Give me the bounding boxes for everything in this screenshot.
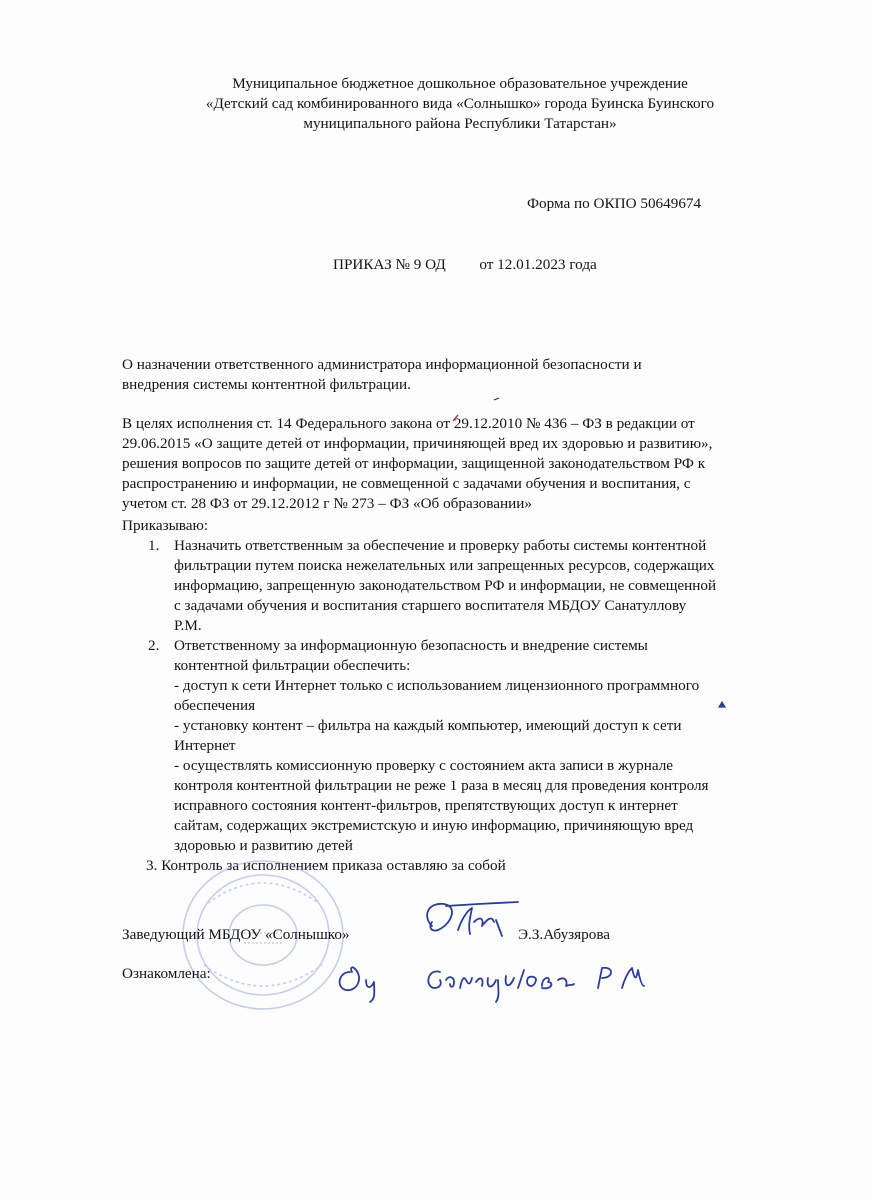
item-line: Ответственному за информационную безопасность и внедрение системы bbox=[174, 637, 648, 654]
header-line-1: Муниципальное бюджетное дошкольное образовательное учреждение bbox=[232, 75, 688, 92]
item-line: - доступ к сети Интернет только с использованием лицензионного программного bbox=[174, 677, 700, 694]
item-line: - осуществлять комиссионную проверку с состоянием акта записи в журнале bbox=[174, 757, 674, 774]
order-number: ПРИКАЗ № 9 ОД bbox=[333, 256, 446, 273]
acknowledgement-signature-icon bbox=[330, 958, 680, 1004]
pen-mark-icon bbox=[452, 414, 460, 422]
item-line: контентной фильтрации обеспечить: bbox=[174, 657, 411, 674]
order-title bbox=[333, 255, 597, 275]
pen-mark-icon bbox=[493, 396, 501, 402]
order-item-1 bbox=[122, 536, 812, 636]
orders-intro: Приказываю: bbox=[122, 517, 209, 534]
item-line: контроля контентной фильтрации не реже 1 раза в месяц для проведения контроля bbox=[174, 777, 709, 794]
head-signature-icon bbox=[418, 896, 528, 946]
item-line: - установку контент – фильтра на каждый компьютер, имеющий доступ к сети bbox=[174, 717, 682, 734]
order-date: от 12.01.2023 года bbox=[479, 256, 597, 273]
item-line: Интернет bbox=[174, 737, 236, 754]
preamble-line: 29.06.2015 «О защите детей от информации, причиняющей вред их здоровью и развитию», bbox=[122, 435, 713, 452]
item-line: фильтрации путем поиска нежелательных или запрещенных ресурсов, содержащих bbox=[174, 557, 715, 574]
order-subject bbox=[122, 355, 782, 395]
head-position: Заведующий МБДОУ «Солнышко» bbox=[122, 926, 350, 943]
item-line: исправного состояния контент-фильтров, препятствующих доступ к интернет bbox=[174, 797, 678, 814]
item-line: информацию, запрещенную законодательством РФ и информации, не совмещенной bbox=[174, 577, 717, 594]
item-line: с задачами обучения и воспитания старшего воспитателя МБДОУ Санатуллову bbox=[174, 597, 687, 614]
header-line-2: «Детский сад комбинированного вида «Солнышко» города Буинска Буинского bbox=[205, 95, 715, 112]
preamble-line: решения вопросов по защите детей от информации, защищенной законодательством РФ к bbox=[122, 455, 706, 472]
okpo-code: Форма по ОКПО 50649674 bbox=[527, 195, 702, 212]
preamble bbox=[122, 414, 802, 514]
subject-line: О назначении ответственного администратора информационной безопасности и bbox=[122, 356, 642, 373]
pen-mark-icon bbox=[717, 700, 727, 710]
order-item-3: 3. Контроль за исполнением приказа оставляю за собой bbox=[146, 857, 506, 874]
item-number: 2. bbox=[148, 637, 160, 654]
preamble-line: В целях исполнения ст. 14 Федерального закона от 29.12.2010 № 436 – ФЗ в редакции от bbox=[122, 415, 695, 432]
item-line: сайтам, содержащих экстремистскую и иную информацию, причиняющую вред bbox=[174, 817, 694, 834]
item-line: Назначить ответственным за обеспечение и проверку работы системы контентной bbox=[174, 537, 707, 554]
order-list bbox=[122, 516, 812, 876]
header-line-3: муниципального района Республики Татарстан» bbox=[303, 115, 617, 132]
head-name: Э.З.Абузярова bbox=[518, 926, 611, 943]
item-line: обеспечения bbox=[174, 697, 256, 714]
item-line: здоровью и развитию детей bbox=[174, 837, 353, 854]
preamble-line: учетом ст. 28 ФЗ от 29.12.2012 г № 273 – ФЗ «Об образовании» bbox=[122, 495, 532, 512]
item-line: Р.М. bbox=[174, 617, 202, 634]
order-item-2 bbox=[122, 636, 812, 856]
preamble-line: распространению и информации, не совмещенной с задачами обучения и воспитания, с bbox=[122, 475, 691, 492]
acknowledgement-row bbox=[122, 964, 211, 984]
acknowledgement-label: Ознакомлена: bbox=[122, 965, 211, 982]
organization-header bbox=[140, 74, 780, 134]
subject-line: внедрения системы контентной фильтрации. bbox=[122, 376, 411, 393]
item-number: 1. bbox=[148, 537, 160, 554]
